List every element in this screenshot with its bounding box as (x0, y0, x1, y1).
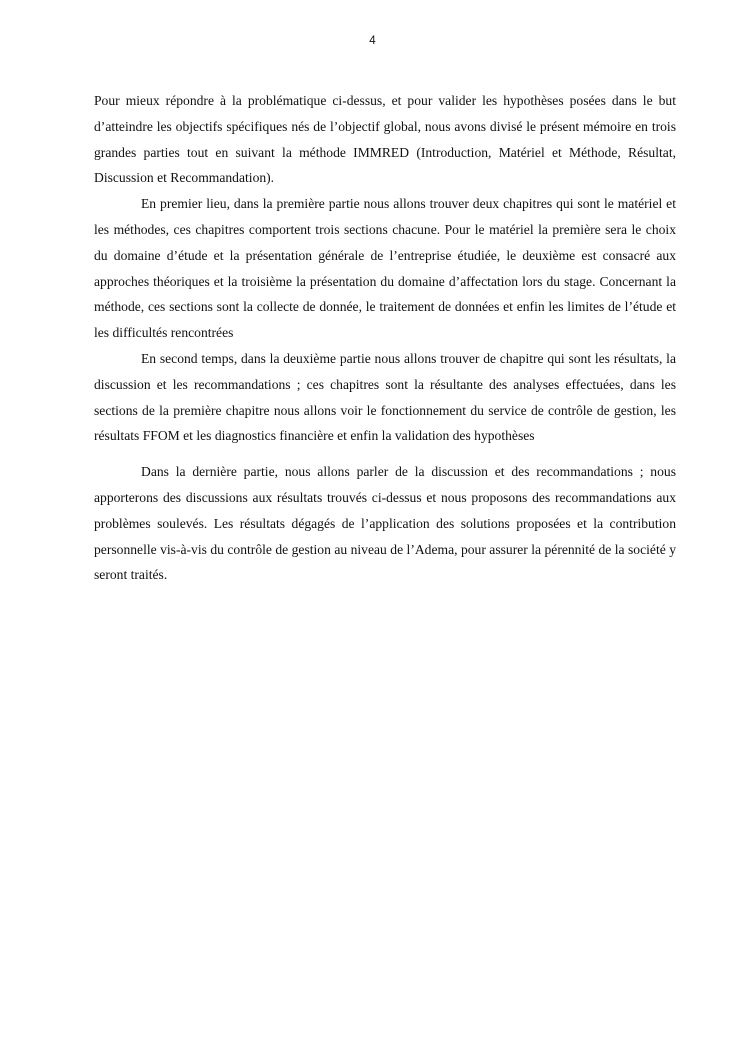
paragraph-last-part: Dans la dernière partie, nous allons parler de la discussion et des recommandations ; nous apporterons des discussions aux résultats trouvés ci-dessus et nous proposons des recommandations aux problèmes soulevés. Les résultats dégagés de l’application des solutions proposées et la contribution personnelle vis-à-vis du contrôle de gestion au niveau de l’Adema, pour assurer la pérennité de la société y seront traités. (94, 464, 676, 583)
page-number: 4 (369, 35, 376, 47)
paragraph-intro: Pour mieux répondre à la problématique ci-dessus, et pour valider les hypothèses posées dans le but d’atteindre les objectifs spécifiques nés de l’objectif global, nous avons divisé le présent mémoire en trois grandes parties tout en suivant la méthode IMMRED (Introduction, Matériel et Méthode, Résultat, Discussion et Recommandation). (94, 93, 676, 186)
body-text (94, 88, 676, 588)
paragraph-second-part: En second temps, dans la deuxième partie nous allons trouver de chapitre qui sont les résultats, la discussion et les recommandations ; ces chapitres sont la résultante des analyses effectuées, dans les sections de la première chapitre nous allons voir le fonctionnement du service de contrôle de gestion, les résultats FFOM et les diagnostics financière et enfin la validation des hypothèses (94, 350, 676, 444)
paragraph-first-part: En premier lieu, dans la première partie nous allons trouver deux chapitres qui sont le matériel et les méthodes, ces chapitres comportent trois sections chacune. Pour le matériel la première sera le choix du domaine d’étude et la présentation générale de l’entreprise étudiée, le deuxième est consacré aux approches théoriques et la troisième la présentation du domaine d’affectation lors du stage. Concernant la méthode, ces sections sont la collecte de donnée, le traitement de données et enfin les limites de l’étude et les difficultés rencontrées (94, 196, 676, 341)
